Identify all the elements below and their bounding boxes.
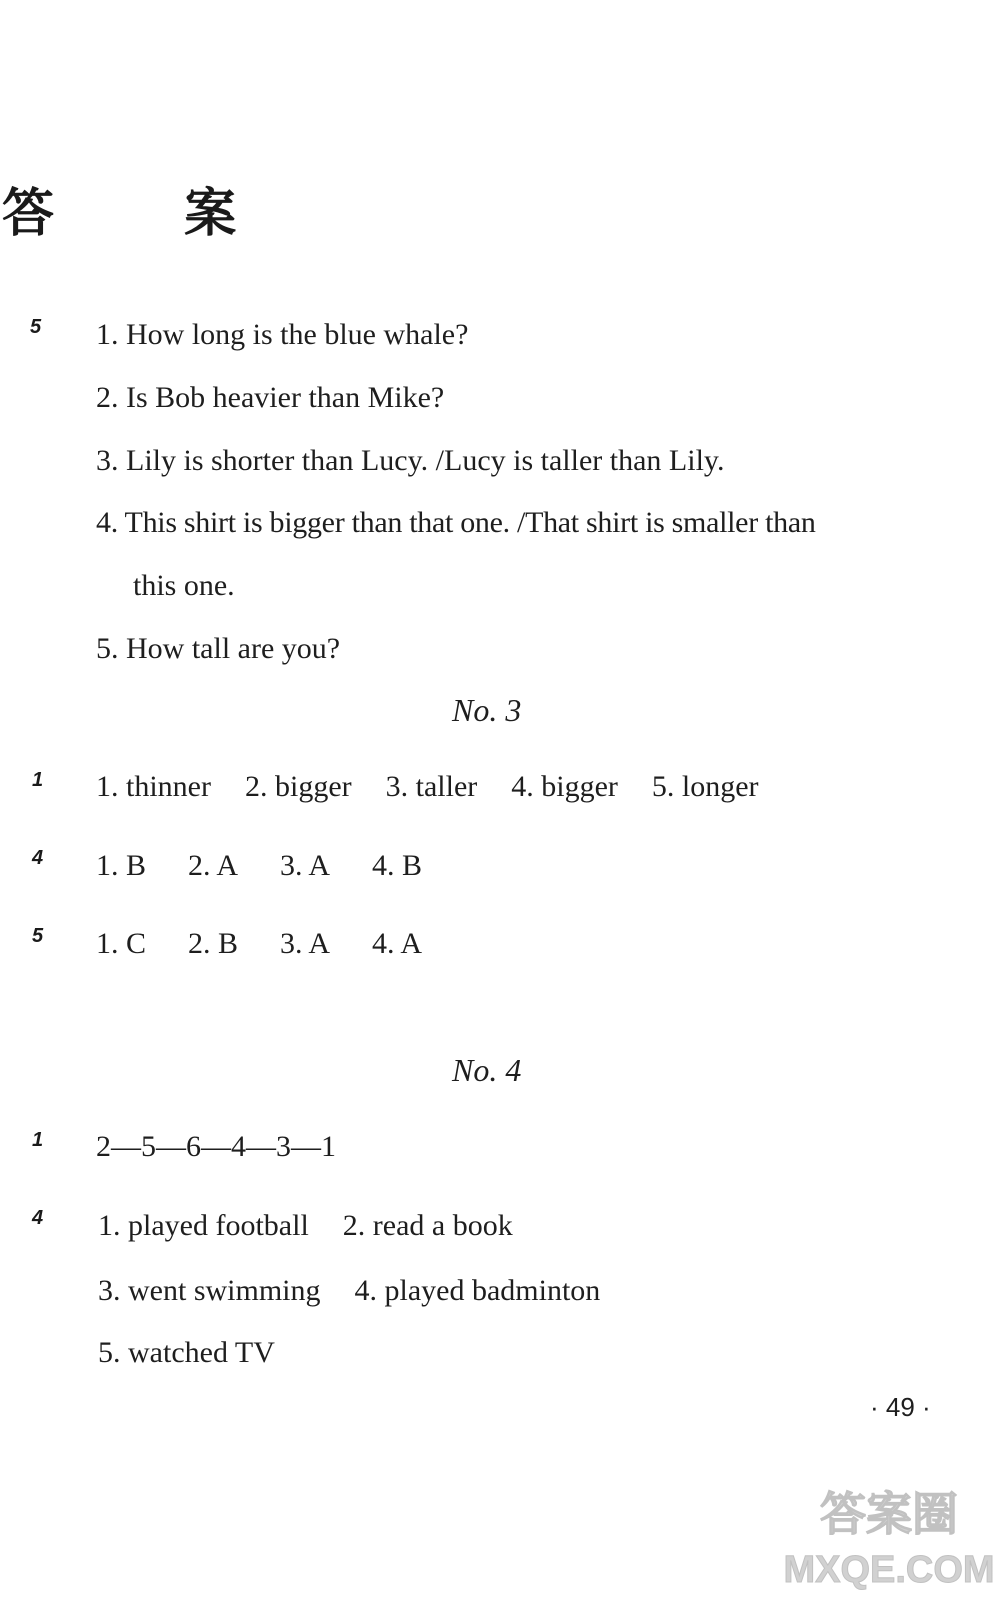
question-marker-icon bbox=[26, 307, 74, 355]
answer-item: 3. A bbox=[280, 927, 331, 960]
question-marker-icon bbox=[28, 760, 76, 808]
question-marker-number: 5 bbox=[30, 316, 42, 338]
answer-row bbox=[98, 1276, 600, 1306]
answer-item: 4. A bbox=[372, 927, 423, 960]
answer-item: 1. C bbox=[96, 927, 147, 960]
section-heading: No. 4 bbox=[452, 1052, 522, 1088]
answer-item: 4. played badminton bbox=[354, 1274, 601, 1307]
watermark-url: MXQE.COM bbox=[783, 1549, 995, 1591]
watermark-logo bbox=[783, 1478, 995, 1598]
answer-item: 4. B bbox=[372, 849, 423, 882]
answer-item: 3. A bbox=[280, 849, 331, 882]
answer-line: 3. Lily is shorter than Lucy. /Lucy is taller than Lily. bbox=[96, 444, 725, 477]
answer-item: 2. A bbox=[188, 849, 239, 882]
question-marker-number: 1 bbox=[32, 1129, 44, 1151]
watermark-text: 答案圈 bbox=[820, 1487, 958, 1541]
page-title: 答 案 bbox=[2, 183, 293, 244]
answer-line: 2—5—6—4—3—1 bbox=[96, 1130, 336, 1163]
answer-line: 5. How tall are you? bbox=[96, 632, 341, 665]
answer-item: 2. read a book bbox=[342, 1209, 513, 1242]
answer-line: 1. How long is the blue whale? bbox=[96, 318, 469, 351]
answer-item: 5. watched TV bbox=[98, 1336, 275, 1369]
answer-line: this one. bbox=[133, 569, 235, 602]
page-number: · 49 · bbox=[870, 1392, 931, 1422]
question-marker-icon bbox=[28, 916, 76, 964]
answer-item: 5. longer bbox=[651, 770, 759, 803]
answer-row bbox=[96, 929, 422, 959]
question-marker-icon bbox=[28, 838, 76, 886]
answer-line: 2. Is Bob heavier than Mike? bbox=[96, 381, 445, 414]
answer-item: 1. thinner bbox=[96, 770, 211, 803]
question-marker-number: 4 bbox=[32, 1207, 44, 1229]
answer-item: 1. B bbox=[96, 849, 147, 882]
answer-item: 3. went swimming bbox=[98, 1274, 321, 1307]
question-marker-number: 5 bbox=[32, 925, 44, 947]
section-heading: No. 3 bbox=[452, 692, 522, 728]
answer-item: 1. played football bbox=[98, 1209, 309, 1242]
answer-line: 4. This shirt is bigger than that one. /That shirt is smaller than bbox=[96, 506, 816, 539]
question-marker-icon bbox=[28, 1120, 76, 1168]
question-marker-icon bbox=[28, 1198, 76, 1246]
question-marker-number: 4 bbox=[32, 847, 44, 869]
answer-item: 3. taller bbox=[385, 770, 478, 803]
answer-item: 2. bigger bbox=[244, 770, 352, 803]
answer-row bbox=[96, 851, 422, 881]
answer-item: 4. bigger bbox=[511, 770, 618, 803]
answer-row bbox=[98, 1211, 513, 1241]
answer-item: 2. B bbox=[188, 927, 239, 960]
answer-row bbox=[96, 772, 759, 802]
question-marker-number: 1 bbox=[32, 769, 44, 791]
